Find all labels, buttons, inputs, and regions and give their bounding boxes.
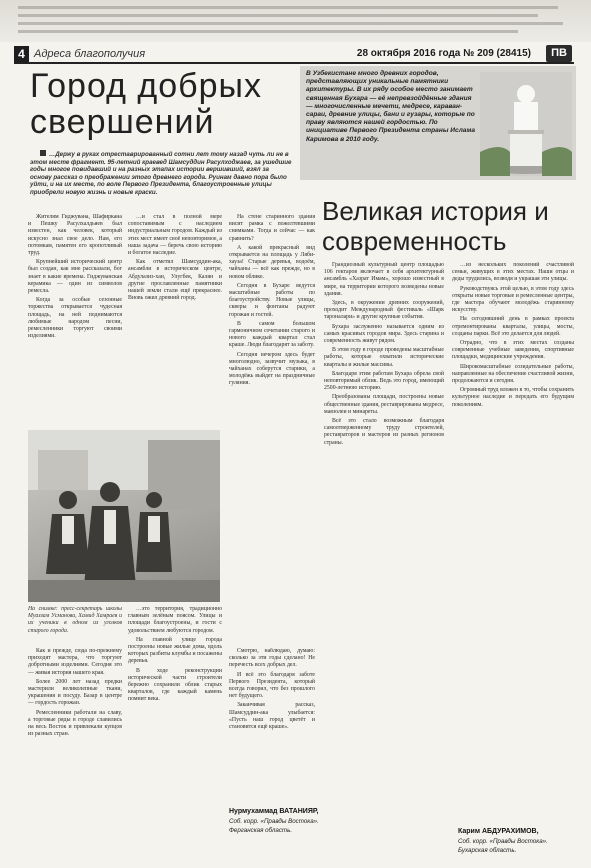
article-lead: …Держу в руках отреставрированный сотни лет тому назад чуть ли не в этом месте фрагмент. 95-летний краевед Шамсуддин Расулходжаев, за ушедшие годы многое повидавший и на разных этапах истории вершивший, взял за основу рассказ о преображении этого древнего города. Руинам давно пора было уйти, и на их месте, по воле Первого Президента, благоустроенные улицы приобрели новую жизнь и новые краски. <box>30 151 292 196</box>
issue-dateline: 28 октября 2016 года № 209 (28415) <box>356 48 531 59</box>
paragraph: Когда за особые сезонные торжества открывается чудесная площадь, на ней поднимаются любимые народом песни, ремесленники торгуют своими изделиями. <box>28 297 122 340</box>
article-column-2b <box>128 606 222 848</box>
paragraph: В самом большом гармоничном сочетании старого и нового каждый квартал стал краше. Люди благодарят за заботу. <box>229 320 315 349</box>
article-column-2 <box>128 214 222 426</box>
paragraph: Более 2000 лет назад предки мастерили великолепные ткани, украшения и посуду. Базар в центре — гордость горожан. <box>28 678 122 707</box>
previous-page-strip <box>0 0 591 42</box>
photo-caption: На снимке: пресс-секретарь школы Муаззам Усманова, Хамид Хамраев и их ученики в одном из уголков старого города. <box>28 606 122 634</box>
paragraph: В этом году в городе проведены масштабные работы, которые охватили исторические кварталы и жилые массивы. <box>324 347 444 368</box>
author-name: Нурмухаммад ВАТАНИЯР, <box>229 808 319 815</box>
paragraph: А какой прекрасный вид открывается на площадь у Ляби-хауза! Старые деревья, водоём, чайханы — всё как прежде, но в новом облике. <box>229 244 315 280</box>
paragraph: На сегодняшний день в рамках проекта отремонтированы кварталы, улицы, мосты, созданы парки. Всё это делается для людей. <box>452 316 574 337</box>
monument-image <box>480 72 572 176</box>
article2-column-2 <box>452 262 574 822</box>
paragraph: Здесь, в окружении древних сооружений, проходит Международный фестиваль «Шарк тароналари» и другие крупные события. <box>324 300 444 321</box>
paragraph: Бухара заслуженно называется одним из самых красивых городов мира. Здесь старина и современность живут рядом. <box>324 323 444 345</box>
article2-column-1 <box>324 262 444 834</box>
article-headline: Город добрых свершений <box>30 67 262 141</box>
paragraph: Как и прежде, сюда по-прежнему приходят мастера, что торгуют добротными изделиями. Сегодня это — живая история нашего края. <box>28 648 122 676</box>
paragraph: В ходе реконструкции исторической части строители бережно сохранили облик старых кварталов, где каждый камень помнит века. <box>128 667 222 703</box>
newspaper-logo: ПВ <box>546 45 572 62</box>
paragraph: Руководствуясь этой целью, в этом году здесь открыты новые торговые и ремесленные центры, где мастера обучают молодёжь старинному искусству. <box>452 285 574 314</box>
paragraph: Крупнейший исторический центр был создан, как мне рассказали, бог знает в какие времена. Гиджуванская керамика — один из символов ремесла. <box>28 259 122 295</box>
article2-author-title: Соб. корр. «Правды Востока». <box>458 838 548 845</box>
article2-author-name: Карим АБДУРАХИМОВ, <box>458 828 539 835</box>
aside-text: В Узбекистане много древних городов, представляющих уникальные памятники архитектуры. В их ряду особое место занимает священная Бухара — её непревзойдённые здания — многочисленные мечети, медресе, караван-сараи, древние улицы, бани и гузары, которые по праву являются нашей гордостью. По инициативе Первого Президента страны Ислама Каримова в 2010 году. <box>306 70 476 143</box>
author-title: Соб. корр. «Правды Востока». <box>229 818 319 825</box>
paragraph: …и стал в полной мере сопоставимым с наследием индустриальным городом. Каждый из этих мест имеет своё неповторимое, а наша задача — беречь свою историю и богатое наследие. <box>128 214 222 257</box>
paragraph: Жителям Гиджувана, Шафиркана и Пешку Расулхалдьяев был известен, как человек, который искусно знал свое дело. Нам, его потомкам, памятен его кропотливый труд. <box>28 214 122 257</box>
paragraph: Всё это стало возможным благодаря самоотверженному труду строителей, реставраторов и мастеров из разных регионов страны. <box>324 418 444 446</box>
paragraph: Широкомасштабные созидательные работы, направленные на обеспечение счастливой жизни, продолжаются и сегодня. <box>452 363 574 385</box>
paragraph: Сегодня вечером здесь будет многолюдно, зазвучит музыка, в чайханах соберутся старики, а молодёжь выйдет на праздничные гуляния. <box>229 351 315 387</box>
article2-author-region: Бухарская область. <box>458 847 517 854</box>
paragraph: Как отметил Шамсуддин-ака, ансамбли в историческом центре, Абдулазиз-хан, Улугбек, Калян и другие прославленные памятники нашей земли стали ещё прекраснее. Вновь ожил древний город. <box>128 259 222 302</box>
paragraph: Сегодня в Бухаре ведутся масштабные работы по благоустройству. Новые улицы, скверы и фонтаны радуют горожан и гостей. <box>229 282 315 318</box>
paragraph: …из нескольких поколений счастливой семьи, живущих в этих местах. Наши отцы и деды трудились, возводя и украшая эти улицы. <box>452 262 574 283</box>
article-column-3b <box>229 648 315 798</box>
paragraph: Преобразованы площади, построены новые общественные здания, реставрированы медресе, мавзолеи и минареты. <box>324 394 444 415</box>
paragraph: На стене старинного здания висит рамка с пожелтевшими снимками. Тогда и сейчас — как сравнить? <box>229 214 315 242</box>
page-number: 4 <box>14 46 29 62</box>
author-region: Ферганская область. <box>229 827 293 834</box>
article-column-1 <box>28 214 122 426</box>
paragraph: Благодаря этим работам Бухара обрела свой неповторимый облик. Ведь это город, имеющий 2500-летнюю историю. <box>324 370 444 392</box>
article-column-3 <box>229 214 315 644</box>
article2-headline: Великая история и современность <box>322 196 549 256</box>
section-title: Адреса благополучия <box>34 48 146 60</box>
paragraph: Огромный труд вложен в то, чтобы сохранить культурное наследие и передать его будущим поколениям. <box>452 387 574 408</box>
paragraph: …это территория, традиционно главным зелёным поясом. Улицы и площади благоустроены, и гости с удовольствием любуются городом. <box>128 606 222 634</box>
paragraph: И всё это благодаря заботе Первого Президента, который всегда говорил, что без прошлого нет будущего. <box>229 671 315 700</box>
article-photo <box>28 430 220 602</box>
paragraph: Заканчивая рассказ, Шамсуддин-ака улыбается: «Пусть наш город цветёт и становится ещё краше». <box>229 702 315 731</box>
paragraph: Ремесленники работали на славу, а торговые ряды в городе славились на весь Восток и привлекали купцов из разных стран. <box>28 709 122 738</box>
paragraph: Грандиозный культурный центр площадью 106 гектаров включает в себя архитектурный ансамбль «Хазрат Имам», хорошо известный в мире, на территории которого возведены новые здания. <box>324 262 444 297</box>
paragraph: На главной улице города построены новые жилые дома, вдоль которых разбиты клумбы и посажены деревья. <box>128 636 222 665</box>
paragraph: Отрадно, что в этих местах созданы современные учебные заведения, спортивные площадки, медицинские учреждения. <box>452 340 574 361</box>
article-column-1b <box>28 648 122 848</box>
paragraph: Смотрю, наблюдаю, думаю: сколько за эти годы сделано! Не перечесть всех добрых дел. <box>229 648 315 669</box>
